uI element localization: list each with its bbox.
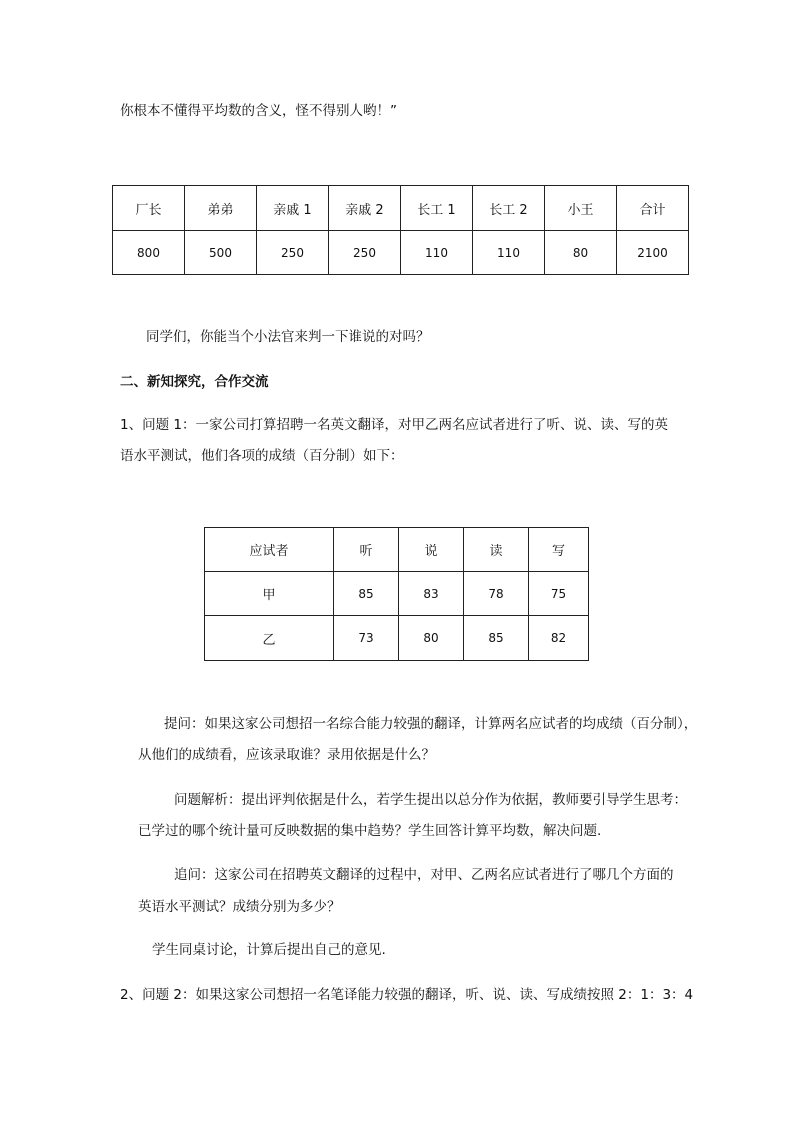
- salary-header-cell: 亲戚 2: [329, 186, 401, 231]
- salary-value-row: [113, 231, 689, 275]
- salary-value-cell: 110: [473, 231, 545, 275]
- analysis-line2: 已学过的哪个统计量可反映数据的集中趋势？学生回答计算平均数，解决问题.: [138, 823, 602, 839]
- salary-header-cell: 厂长: [113, 186, 185, 231]
- salary-header-cell: 小王: [545, 186, 617, 231]
- salary-header-cell: 合计: [617, 186, 689, 231]
- salary-value-cell: 250: [257, 231, 329, 275]
- ask-line1: 提问：如果这家公司想招一名综合能力较强的翻译，计算两名应试者的均成绩（百分制），: [164, 716, 698, 732]
- score-cell: 78: [464, 572, 529, 616]
- applicant-name-cell: 甲: [205, 572, 334, 616]
- intro-tail-text: 你根本不懂得平均数的含义，怪不得别人哟！”: [120, 103, 397, 119]
- salary-value-cell: 80: [545, 231, 617, 275]
- applicant-name-cell: 乙: [205, 616, 334, 661]
- score-cell: 83: [399, 572, 464, 616]
- score-cell: 85: [334, 572, 399, 616]
- section-heading: 二、新知探究，合作交流: [120, 374, 269, 390]
- score-header-cell: 读: [464, 528, 529, 572]
- salary-header-cell: 长工 1: [401, 186, 473, 231]
- salary-header-cell: 弟弟: [185, 186, 257, 231]
- problem2-text: 2、问题 2：如果这家公司想招一名笔译能力较强的翻译，听、说、读、写成绩按照 2：1：3：4: [120, 987, 694, 1003]
- salary-value-cell: 500: [185, 231, 257, 275]
- score-cell: 75: [529, 572, 589, 616]
- score-header-cell: 听: [334, 528, 399, 572]
- followup-line2: 英语水平测试？成绩分别为多少？: [138, 899, 341, 915]
- salary-value-cell: 250: [329, 231, 401, 275]
- score-table: [204, 527, 589, 661]
- score-cell: 85: [464, 616, 529, 661]
- salary-table: [112, 185, 689, 275]
- salary-header-cell: 长工 2: [473, 186, 545, 231]
- score-header-row: [205, 528, 589, 572]
- analysis-line1: 问题解析：提出评判依据是什么，若学生提出以总分作为依据，教师要引导学生思考：: [174, 792, 687, 808]
- salary-value-cell: 110: [401, 231, 473, 275]
- judge-question-text: 同学们，你能当个小法官来判一下谁说的对吗？: [146, 329, 430, 345]
- score-cell: 73: [334, 616, 399, 661]
- problem1-line2: 语水平测试，他们各项的成绩（百分制）如下：: [120, 448, 404, 464]
- salary-header-row: [113, 186, 689, 231]
- score-cell: 82: [529, 616, 589, 661]
- score-header-cell: 说: [399, 528, 464, 572]
- discussion-text: 学生同桌讨论，计算后提出自己的意见.: [152, 942, 386, 958]
- problem1-line1: 1、问题 1：一家公司打算招聘一名英文翻译，对甲乙两名应试者进行了听、说、读、写的英: [120, 417, 668, 433]
- score-row-yi: [205, 616, 589, 661]
- ask-line2: 从他们的成绩看，应该录取谁？录用依据是什么？: [138, 747, 435, 763]
- score-row-jia: [205, 572, 589, 616]
- salary-value-cell: 800: [113, 231, 185, 275]
- salary-header-cell: 亲戚 1: [257, 186, 329, 231]
- score-header-cell: 应试者: [205, 528, 334, 572]
- salary-value-cell: 2100: [617, 231, 689, 275]
- score-header-cell: 写: [529, 528, 589, 572]
- score-cell: 80: [399, 616, 464, 661]
- followup-line1: 追问：这家公司在招聘英文翻译的过程中，对甲、乙两名应试者进行了哪几个方面的: [174, 867, 674, 883]
